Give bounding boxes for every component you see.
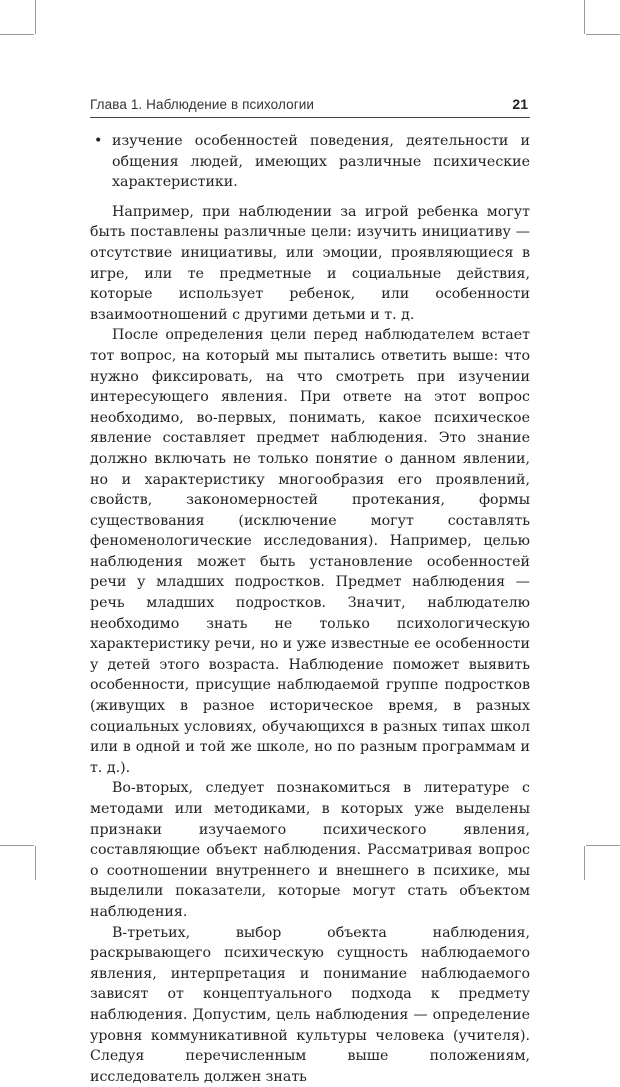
- crop-mark-top-right-outer: [584, 0, 585, 34]
- crop-mark-bottom-left-outer: [35, 846, 36, 880]
- running-header: [90, 97, 530, 119]
- crop-mark-bottom-left-horizontal: [0, 845, 34, 846]
- body-text: [90, 131, 530, 1087]
- crop-mark-top-left-horizontal: [0, 34, 34, 35]
- paragraph-4: В-третьих, выбор объекта наблюдения, раскрывающего психическую сущность наблюдаемого явления, интерпретация и понимание наблюдаемого зависят от концептуального подхода к предмету наблюдения. Допустим, цель наблюдения — определение уровня коммуникативной культуры человека (учителя). Следуя перечисленным выше положениям, исследователь должен знать: [90, 924, 530, 1085]
- crop-mark-top-left-outer: [35, 0, 36, 34]
- bullet-marker: •: [94, 133, 103, 149]
- page-number: 21: [512, 96, 528, 112]
- chapter-title: Глава 1. Наблюдение в психологии: [90, 97, 315, 112]
- crop-mark-top-right-horizontal: [586, 34, 620, 35]
- bullet-text: изучение особенностей поведения, деятельности и общения людей, имеющих различные психические характеристики.: [112, 133, 530, 191]
- crop-mark-bottom-right-outer: [584, 846, 585, 880]
- paragraph-1: Например, при наблюдении за игрой ребенка могут быть поставлены различные цели: изучить инициативу — отсутствие инициативы, или эмоции, проявляющиеся в игре, или те предметные и социальные действия, которые использует ребенок, или особенности взаимоотношений с другими детьми и т. д.: [90, 203, 530, 323]
- header-rule: [90, 117, 530, 118]
- paragraph-2: После определения цели перед наблюдателем встает тот вопрос, на который мы пытались ответить выше: что нужно фиксировать, на что смотреть при изучении интересующего явления. При ответе на этот вопрос необходимо, во-первых, понимать, какое психическое явление составляет предмет наблюдения. Это знание должно включать не только понятие о данном явлении, но и характеристику многообразия его проявлений, свойств, закономерностей протекания, формы существования (исключение могут составлять феноменологические исследования). Например, целью наблюдения может быть установление особенностей речи у младших подростков. Предмет наблюдения — речь младших подростков. Значит, наблюдателю необходимо знать не только психологическую характеристику речи, но и уже известные ее особенности у детей этого возраста. Наблюдение поможет выявить особенности, присущие наблюдаемой группе подростков (живущих в разное историческое время, в разных социальных условиях, обучающихся в разных типах школ или в одной и той же школе, но по разным программам и т. д.).: [90, 327, 530, 776]
- crop-mark-bottom-right-horizontal: [586, 845, 620, 846]
- paragraph-3: Во-вторых, следует познакомиться в литературе с методами или методиками, в которых уже выделены признаки изучаемого психического явления, составляющие объект наблюдения. Рассматривая вопрос о соотношении внутреннего и внешнего в психике, мы выделили показатели, которые могут стать объектом наблюдения.: [90, 780, 530, 920]
- bullet-item: [90, 131, 530, 193]
